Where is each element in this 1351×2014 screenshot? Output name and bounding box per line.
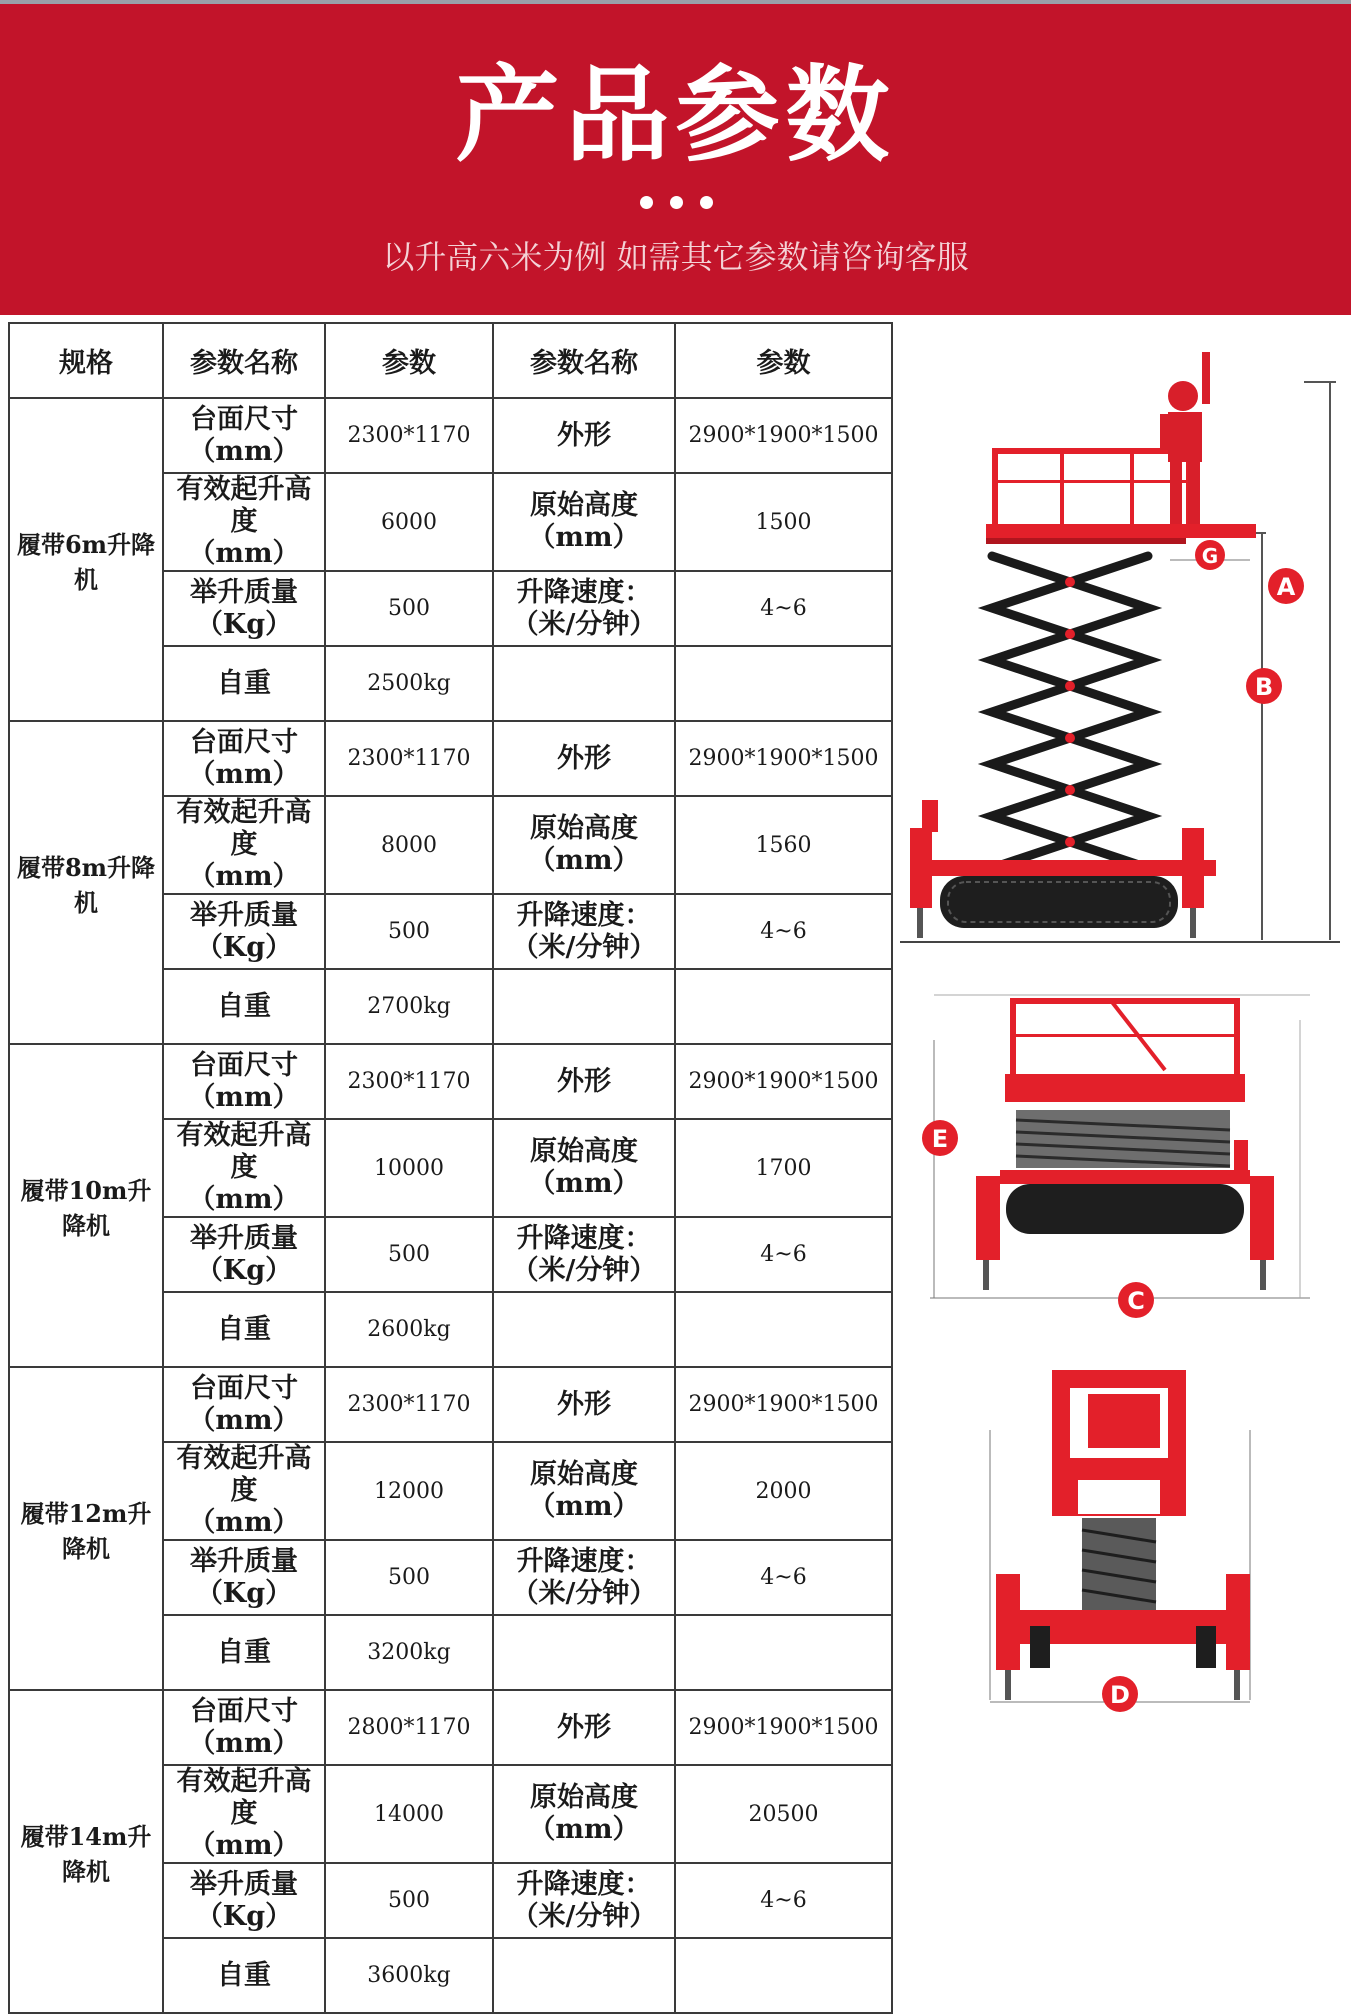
param-value-cell-text: 500: [388, 1888, 430, 1913]
param-label-cell-line: 台面尺寸: [190, 1695, 298, 1727]
model-name-cell: [9, 721, 163, 1044]
param-label-cell-line: 有效起升高度: [176, 1443, 312, 1506]
param-value-cell: [325, 894, 493, 969]
param-value-cell: [675, 894, 892, 969]
table-row: [9, 1690, 892, 1765]
param-value-cell: [325, 1863, 493, 1938]
param-label-cell-line: （米/分钟）: [511, 1900, 657, 1932]
param-value-cell-text: 2300*1170: [347, 1069, 471, 1094]
param-value-cell: [325, 721, 493, 796]
param-value-cell: [675, 1690, 892, 1765]
param-label-cell-text: 自重: [217, 1313, 271, 1345]
marker-c-label: C: [1127, 1287, 1145, 1315]
param-value-cell-text: 2900*1900*1500: [688, 423, 879, 448]
empty-cell: [675, 1938, 892, 2013]
param-value-cell-text: 4~6: [760, 1242, 807, 1267]
model-name-cell-text: 履带6m升降机: [16, 529, 156, 594]
param-label-cell: [163, 571, 325, 646]
param-value-cell-text: 4~6: [760, 919, 807, 944]
param-label-cell: [163, 796, 325, 894]
param-label-cell: [493, 1863, 675, 1938]
param-label-cell-line: （mm）: [188, 1081, 300, 1113]
param-value-cell: [675, 473, 892, 571]
param-label-cell-line: （mm）: [188, 861, 300, 892]
model-name-cell-text: 履带8m升降机: [16, 852, 156, 917]
marker-g-label: G: [1201, 544, 1219, 568]
param-label-cell: [163, 1119, 325, 1217]
param-value-cell: [675, 1367, 892, 1442]
param-value-cell-text: 2900*1900*1500: [688, 1069, 879, 1094]
param-label-cell: [493, 796, 675, 894]
param-value-cell-text: 2600kg: [367, 1317, 451, 1342]
param-value-cell: [325, 1292, 493, 1367]
param-label-cell-line: 台面尺寸: [190, 726, 298, 758]
dots-decoration: [640, 196, 720, 212]
param-label-cell: [163, 1765, 325, 1863]
model-name-cell-text: 履带14m升降机: [20, 1821, 152, 1886]
param-label-cell-line: 有效起升高度: [176, 797, 312, 860]
param-value-cell-text: 2300*1170: [347, 1392, 471, 1417]
param-label-cell-text: 自重: [217, 990, 271, 1022]
model-name-cell: [9, 1690, 163, 2013]
param-value-cell: [325, 796, 493, 894]
param-label-cell: [493, 1044, 675, 1119]
param-value-cell: [675, 571, 892, 646]
param-label-cell: [163, 1217, 325, 1292]
param-label-cell-line: 台面尺寸: [190, 1049, 298, 1081]
table-header-row: [9, 323, 892, 398]
param-label-cell-line: （米/分钟）: [511, 608, 657, 640]
param-label-cell-line: 升降速度：: [516, 899, 652, 931]
param-value-cell-text: 20500: [748, 1801, 819, 1827]
param-value-cell-text: 2500kg: [367, 671, 451, 696]
param-label-cell: [493, 1540, 675, 1615]
param-label-cell-line: （mm）: [188, 1727, 300, 1759]
param-value-cell: [325, 1540, 493, 1615]
param-label-cell-line: （mm）: [188, 758, 300, 790]
param-value-cell: [675, 1442, 892, 1540]
param-value-cell-text: 6000: [381, 509, 437, 535]
header-banner: [0, 0, 1351, 315]
param-value-cell: [675, 721, 892, 796]
param-value-cell-text: 3600kg: [367, 1963, 451, 1988]
param-label-cell: [493, 721, 675, 796]
param-value-cell: [325, 1615, 493, 1690]
param-label-cell: [163, 1044, 325, 1119]
param-label-cell-line: 台面尺寸: [190, 1372, 298, 1404]
header-cell: 参数名称: [163, 323, 325, 398]
param-label-cell-line: （米/分钟）: [511, 1254, 657, 1286]
side-view-lowered-figure: [922, 995, 1310, 1318]
param-label-cell-line: （Kg）: [195, 1900, 293, 1932]
empty-cell: [493, 969, 675, 1044]
marker-e-label: E: [931, 1125, 949, 1153]
param-value-cell-text: 3200kg: [367, 1640, 451, 1665]
param-value-cell-text: 2900*1900*1500: [688, 1715, 879, 1740]
param-label-cell-line: 举升质量: [190, 1222, 298, 1254]
param-value-cell: [325, 1442, 493, 1540]
param-label-cell: [493, 473, 675, 571]
model-name-cell: [9, 398, 163, 721]
page-subtitle: 以升高六米为例 如需其它参数请咨询客服: [382, 238, 969, 276]
model-name-cell-text: 履带10m升降机: [20, 1175, 152, 1240]
param-label-cell-line: 举升质量: [190, 899, 298, 931]
model-name-cell: [9, 1044, 163, 1367]
param-label-cell-line: （mm）: [188, 1507, 300, 1538]
param-label-cell-line: （mm）: [188, 1404, 300, 1436]
page-title: 产品参数: [455, 54, 896, 176]
param-value-cell-text: 500: [388, 919, 430, 944]
param-value-cell-text: 2900*1900*1500: [688, 1392, 879, 1417]
param-label-cell: [493, 1367, 675, 1442]
spec-table: [8, 322, 893, 2014]
header-cell: 规格: [9, 323, 163, 398]
param-value-cell-text: 2300*1170: [347, 423, 471, 448]
param-label-cell: [493, 894, 675, 969]
param-value-cell-text: 4~6: [760, 1565, 807, 1590]
param-value-cell: [675, 1217, 892, 1292]
param-value-cell-text: 2000: [755, 1478, 812, 1504]
param-value-cell: [325, 571, 493, 646]
marker-d-label: D: [1110, 1681, 1130, 1709]
param-label-cell: [163, 1863, 325, 1938]
param-label-cell-line: 有效起升高度: [176, 474, 312, 537]
table-row: [9, 721, 892, 796]
param-label-cell-line: 举升质量: [190, 1868, 298, 1900]
param-value-cell-text: 14000: [374, 1801, 444, 1827]
param-value-cell: [675, 796, 892, 894]
param-value-cell-text: 2700kg: [367, 994, 451, 1019]
param-label-cell: [163, 1615, 325, 1690]
param-label-cell-text: 外形: [557, 1388, 611, 1420]
param-value-cell-text: 500: [388, 596, 430, 621]
param-label-cell: [163, 1690, 325, 1765]
param-label-cell-line: 台面尺寸: [190, 403, 298, 435]
param-value-cell: [675, 1044, 892, 1119]
param-value-cell-text: 10000: [374, 1155, 444, 1181]
param-label-cell: [493, 1217, 675, 1292]
param-value-cell: [325, 1690, 493, 1765]
marker-b-label: B: [1254, 673, 1274, 701]
machine-diagrams: [900, 330, 1351, 1750]
param-label-cell-line: 升降速度：: [516, 1222, 652, 1254]
param-value-cell: [325, 1044, 493, 1119]
param-label-cell: [163, 721, 325, 796]
param-label-cell-line: （Kg）: [195, 608, 293, 640]
param-value-cell: [675, 1119, 892, 1217]
param-value-cell: [325, 473, 493, 571]
param-label-cell: [163, 646, 325, 721]
header-cell: 参数: [675, 323, 892, 398]
empty-cell: [493, 646, 675, 721]
param-label-cell-line: （Kg）: [195, 931, 293, 963]
param-label-cell-text: 外形: [557, 419, 611, 451]
param-label-cell-text: 外形: [557, 742, 611, 774]
param-value-cell: [325, 1765, 493, 1863]
header-cell: 参数名称: [493, 323, 675, 398]
param-label-cell-text: 外形: [557, 1711, 611, 1743]
param-label-cell-line: （mm）: [188, 1184, 300, 1215]
param-value-cell: [675, 1863, 892, 1938]
table-row: [9, 1367, 892, 1442]
param-label-cell: [163, 1367, 325, 1442]
param-label-cell: [493, 1119, 675, 1217]
empty-cell: [675, 646, 892, 721]
empty-cell: [675, 1615, 892, 1690]
empty-cell: [675, 969, 892, 1044]
param-value-cell-text: 4~6: [760, 596, 807, 621]
param-value-cell-text: 2300*1170: [347, 746, 471, 771]
param-value-cell-text: 1500: [755, 509, 812, 535]
param-label-cell-text: 原始高度（mm）: [528, 1459, 640, 1522]
param-label-cell: [493, 1442, 675, 1540]
param-label-cell-text: 原始高度（mm）: [528, 1136, 640, 1199]
param-label-cell-line: （mm）: [188, 1830, 300, 1861]
param-value-cell-text: 1560: [755, 832, 812, 858]
front-view-figure: [990, 1370, 1250, 1712]
param-value-cell: [325, 969, 493, 1044]
param-label-cell: [163, 894, 325, 969]
model-name-cell: [9, 1367, 163, 1690]
param-label-cell-line: 有效起升高度: [176, 1766, 312, 1829]
param-value-cell-text: 12000: [374, 1478, 444, 1504]
param-value-cell: [325, 1938, 493, 2013]
param-label-cell-line: 举升质量: [190, 576, 298, 608]
param-value-cell-text: 8000: [381, 832, 437, 858]
param-label-cell-line: 有效起升高度: [176, 1120, 312, 1183]
empty-cell: [493, 1292, 675, 1367]
param-label-cell-text: 自重: [217, 1959, 271, 1991]
param-label-cell-line: （米/分钟）: [511, 931, 657, 963]
model-name-cell-text: 履带12m升降机: [20, 1498, 152, 1563]
table-row: [9, 1044, 892, 1119]
param-label-cell-text: 原始高度（mm）: [528, 490, 640, 553]
param-value-cell-text: 2800*1170: [347, 1715, 471, 1740]
param-label-cell-text: 自重: [217, 1636, 271, 1668]
param-label-cell-text: 原始高度（mm）: [528, 1782, 640, 1845]
param-label-cell: [493, 1690, 675, 1765]
param-value-cell-text: 4~6: [760, 1888, 807, 1913]
table-row: [9, 398, 892, 473]
param-label-cell-line: （米/分钟）: [511, 1577, 657, 1609]
param-label-cell-line: 升降速度：: [516, 576, 652, 608]
param-label-cell: [163, 1442, 325, 1540]
param-label-cell: [493, 571, 675, 646]
param-value-cell: [325, 398, 493, 473]
param-label-cell-line: 升降速度：: [516, 1545, 652, 1577]
header-cell: 参数: [325, 323, 493, 398]
empty-cell: [493, 1938, 675, 2013]
param-label-cell: [493, 1765, 675, 1863]
param-value-cell: [675, 1540, 892, 1615]
param-label-cell-text: 外形: [557, 1065, 611, 1097]
param-label-cell-text: 原始高度（mm）: [528, 813, 640, 876]
param-value-cell: [325, 646, 493, 721]
param-value-cell: [325, 1119, 493, 1217]
marker-a-label: A: [1276, 573, 1296, 601]
param-value-cell-text: 2900*1900*1500: [688, 746, 879, 771]
param-label-cell-line: （Kg）: [195, 1254, 293, 1286]
param-value-cell-text: 500: [388, 1242, 430, 1267]
param-value-cell: [325, 1217, 493, 1292]
param-label-cell: [163, 1938, 325, 2013]
param-value-cell: [675, 1765, 892, 1863]
param-label-cell-text: 自重: [217, 667, 271, 699]
side-view-raised-figure: [900, 352, 1340, 942]
param-label-cell: [163, 398, 325, 473]
param-value-cell: [675, 398, 892, 473]
empty-cell: [493, 1615, 675, 1690]
param-label-cell-line: （mm）: [188, 538, 300, 569]
param-label-cell-line: 升降速度：: [516, 1868, 652, 1900]
param-value-cell-text: 500: [388, 1565, 430, 1590]
empty-cell: [675, 1292, 892, 1367]
param-label-cell-line: 举升质量: [190, 1545, 298, 1577]
param-label-cell: [163, 473, 325, 571]
param-label-cell: [493, 398, 675, 473]
param-value-cell: [325, 1367, 493, 1442]
top-divider: [0, 0, 1351, 4]
param-label-cell: [163, 969, 325, 1044]
param-label-cell-line: （mm）: [188, 435, 300, 467]
param-label-cell-line: （Kg）: [195, 1577, 293, 1609]
param-label-cell: [163, 1292, 325, 1367]
param-label-cell: [163, 1540, 325, 1615]
param-value-cell-text: 1700: [755, 1155, 812, 1181]
